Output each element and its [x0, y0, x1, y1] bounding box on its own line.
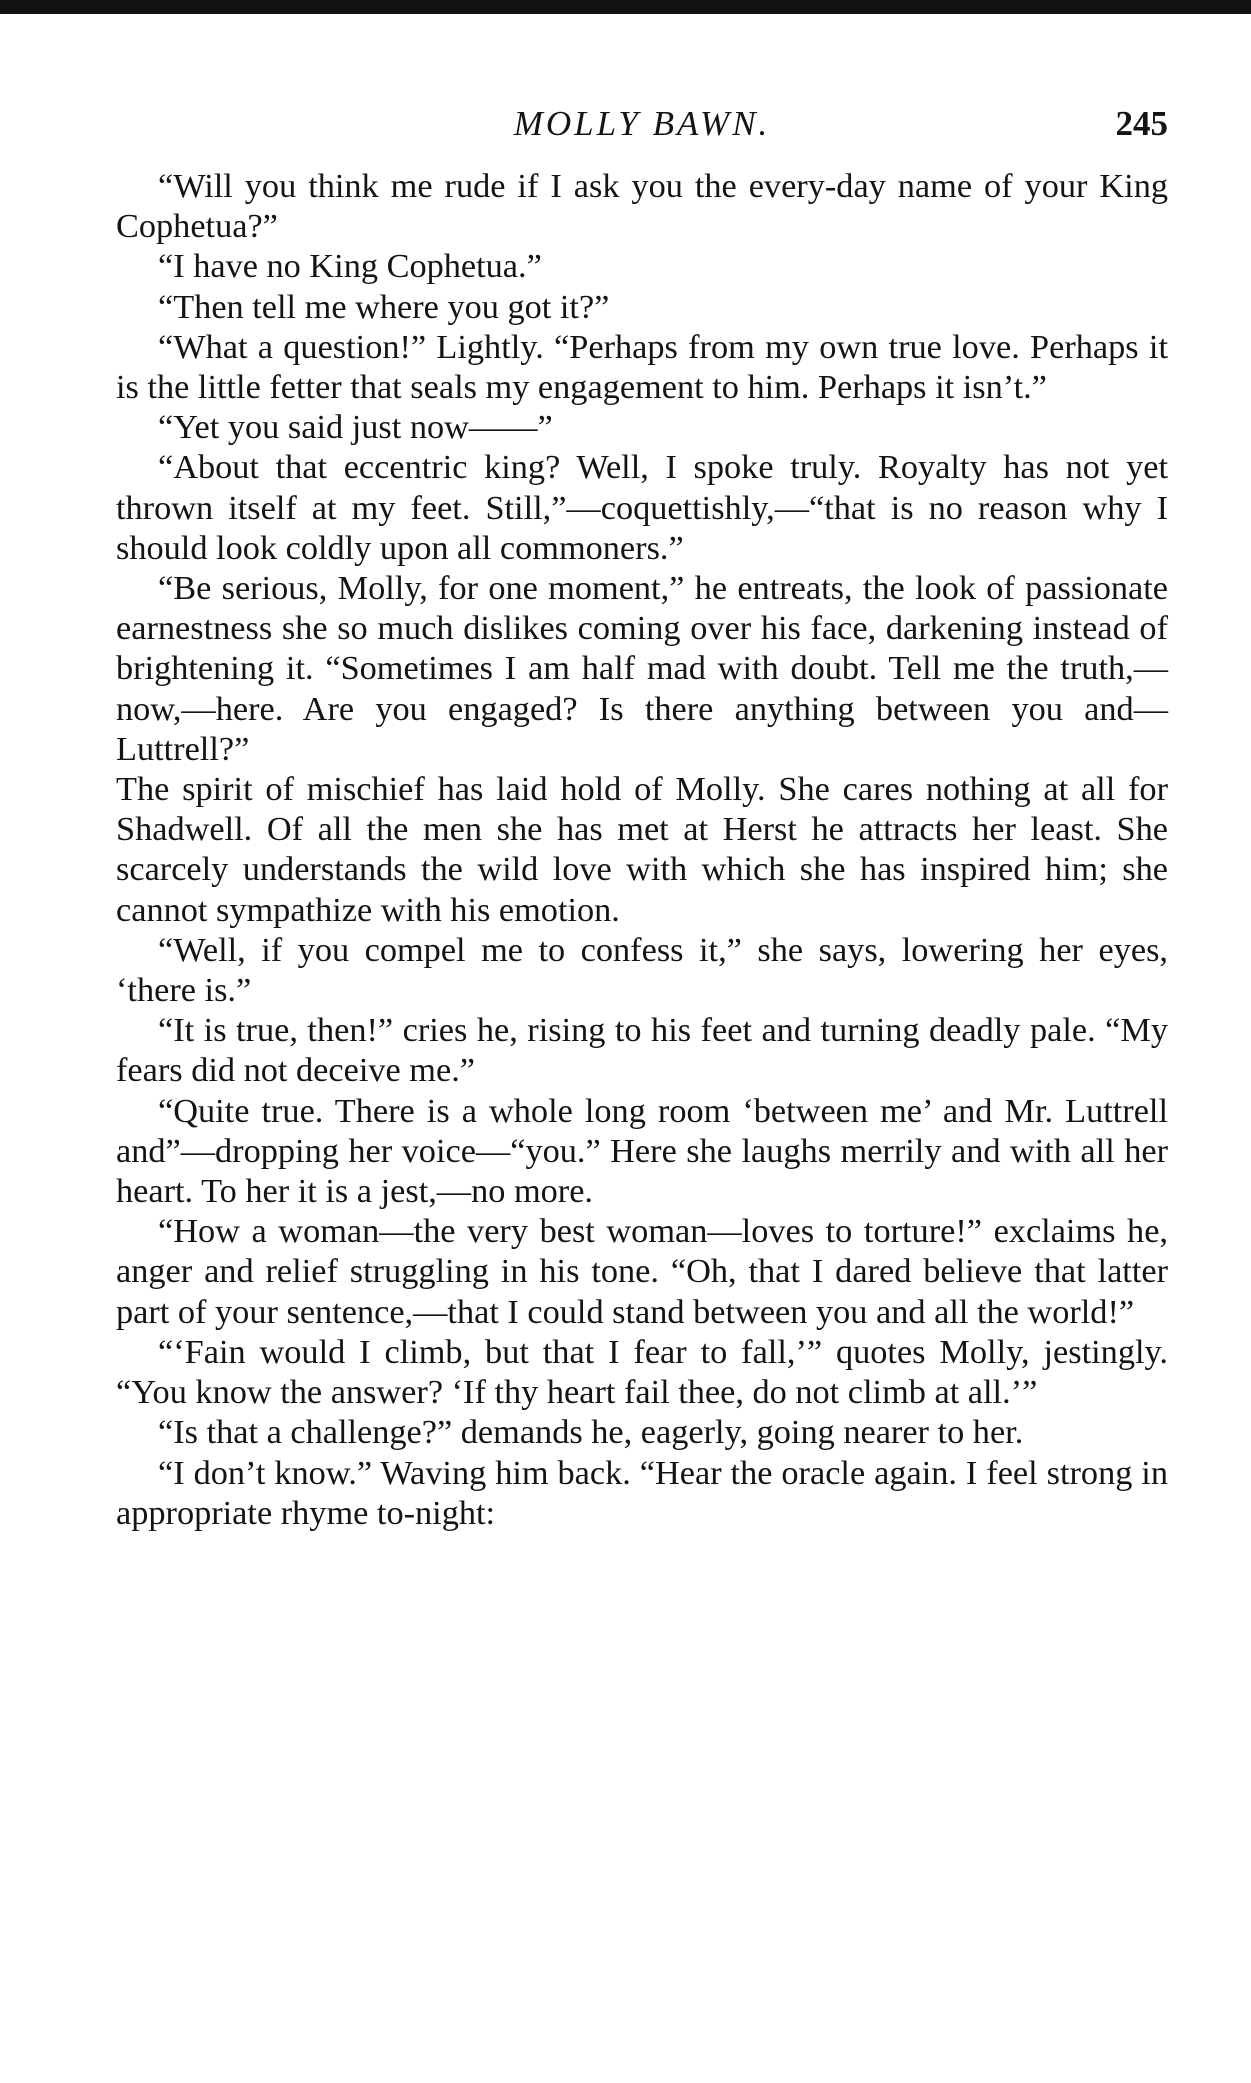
paragraph-11: “Quite true. There is a whole long room ‘between me’ and Mr. Luttrell and”—dropping her voice—“you.” Here she laughs merrily and with all her heart. To her it is a jest,—no more.: [116, 1091, 1168, 1211]
running-title: MOLLY BAWN.: [513, 104, 771, 143]
paragraph-14: “Is that a challenge?” demands he, eagerly, going nearer to her.: [158, 1413, 1024, 1452]
paragraph-1: “Will you think me rude if I ask you the every-day name of your King Cophetua?”: [116, 167, 1168, 246]
paragraph-5: “Yet you said just now——”: [158, 408, 553, 447]
paragraph-8: The spirit of mischief has laid hold of Molly. She cares nothing at all for Shadwell. Of all the men she has met at Herst he attracts her least. She scarcely understands the wild love with which she has inspired him; she cannot sympathize with his emotion.: [116, 770, 1168, 929]
paragraph-9: “Well, if you compel me to confess it,” she says, lowering her eyes, ‘there is.”: [116, 930, 1168, 1010]
paragraph-15: “I don’t know.” Waving him back. “Hear the oracle again. I feel strong in appropriate rhyme to-night:: [116, 1453, 1168, 1532]
paragraph-7: “Be serious, Molly, for one moment,” he entreats, the look of passionate earnestness she so much dislikes coming over his face, darkening instead of brightening it. “Sometimes I am half mad with doubt. Tell me the truth,—now,—here. Are you engaged? Is there anything between you and—Luttrell?”: [116, 569, 1168, 768]
paragraph-6: “About that eccentric king? Well, I spoke truly. Royalty has not yet thrown itself at my feet. Still,”—coquettishly,—“that is no reason why I should look coldly upon all commoners.”: [116, 448, 1168, 567]
paragraph-4: “What a question!” Lightly. “Perhaps from my own true love. Perhaps it is the little fetter that seals my engagement to him. Perhaps it isn’t.”: [116, 327, 1168, 407]
paragraph-13: “‘Fain would I climb, but that I fear to fall,’” quotes Molly, jestingly. “You know the answer? ‘If thy heart fail thee, do not climb at all.’”: [116, 1332, 1168, 1412]
page-number: 245: [1115, 104, 1168, 143]
paragraph-10: “It is true, then!” cries he, rising to his feet and turning deadly pale. “My fears did not deceive me.”: [116, 1011, 1168, 1090]
top-border-rule: [0, 0, 1251, 14]
paragraph-3: “Then tell me where you got it?”: [158, 287, 610, 326]
body-text: [116, 166, 1168, 1533]
paragraph-2: “I have no King Cophetua.”: [158, 247, 542, 286]
paragraph-12: “How a woman—the very best woman—loves to torture!” exclaims he, anger and relief struggling in his tone. “Oh, that I dared believe that latter part of your sentence,—that I could stand between you and all the world!”: [116, 1212, 1168, 1331]
book-page: [116, 100, 1168, 1533]
running-head: [116, 100, 1168, 152]
